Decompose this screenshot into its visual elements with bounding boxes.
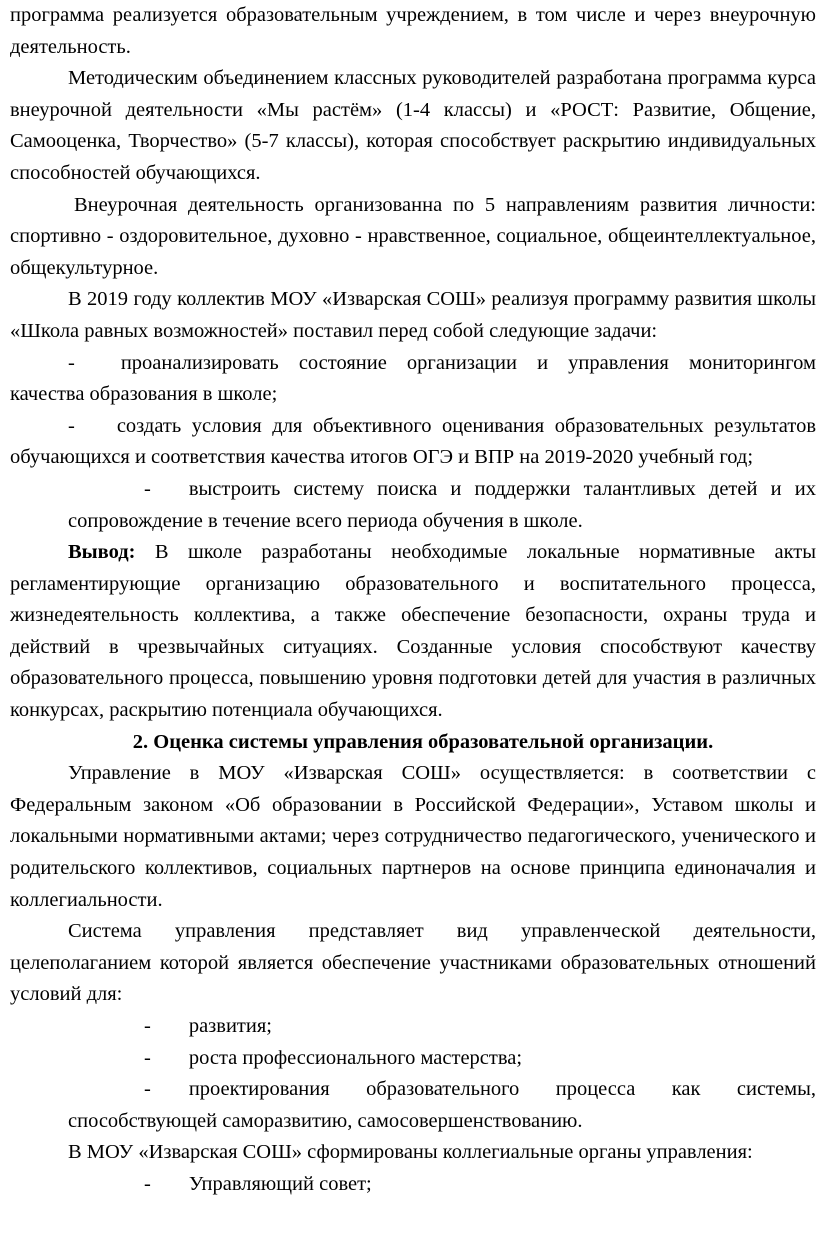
task-text: проанализировать состояние организации и управления мониторингом качества образования в школе; [10,351,816,406]
condition-item-growth [10,1043,816,1075]
paragraph-extracurricular-directions: Внеурочная деятельность организованна по 5 направлениям развития личности: спортивно - оздоровительное, духовно - нравственное, социальное, общеинтеллектуальное, общекультурное. [10,193,816,279]
conclusion-label: Вывод: [68,541,136,564]
list-dash: - [68,351,75,374]
list-dash: - [144,1046,151,1069]
task-text: создать условия для объективного оценивания образовательных результатов обучающихся и соответствия качества итогов ОГЭ и ВПР на 2019-2020 учебный год; [10,414,816,469]
organ-text: Управляющий совет; [188,1172,372,1195]
task-item-conditions [10,411,816,474]
condition-text: роста профессионального мастерства; [188,1046,523,1069]
conclusion-text: В школе разработаны необходимые локальные нормативные акты регламентирующие организацию образовательного и воспитательного процесса, жизнедеятельность коллектива, а также обеспечение безопасности, охраны труда и действий в чрезвычайных ситуациях. Созданные условия способствуют качеству образовательного процесса, повышению уровня подготовки детей для участия в различных конкурсах, раскрытию потенциала обучающихся. [10,541,816,722]
task-item-talents [10,474,816,537]
paragraph-collegial-bodies: В МОУ «Изварская СОШ» сформированы коллегиальные органы управления: [68,1141,753,1164]
task-text: выстроить систему поиска и поддержки талантливых детей и их сопровождение в течение всего периода обучения в школе. [68,477,816,532]
paragraph-management-basis: Управление в МОУ «Изварская СОШ» осуществляется: в соответствии с Федеральным законом «Об образовании в Российской Федерации», Уставом школы и локальными нормативными актами; через сотрудничество педагогического, ученического и родительского коллективов, социальных партнеров на основе принципа единоначалия и коллегиальности. [10,762,816,911]
paragraph-methodical-association: Методическим объединением классных руководителей разработана программа курса внеурочной деятельности «Мы растём» (1-4 классы) и «РОСТ: Развитие, Общение, Самооценка, Творчество» (5-7 классы), которая способствует раскрытию индивидуальных способностей обучающихся. [10,67,816,184]
condition-text: развития; [188,1015,272,1037]
list-dash: - [144,1172,151,1195]
condition-item-design [10,1074,816,1137]
organ-item-council [10,1169,816,1201]
document-page [10,0,816,1258]
paragraph-management-system: Система управления представляет вид управленческой деятельности, целеполаганием которой является обеспечение участниками образовательных отношений условий для: [10,920,816,1006]
list-dash: - [144,1015,151,1037]
paragraph-conclusion [10,537,816,727]
list-dash: - [144,477,151,500]
section-heading: 2. Оценка системы управления образовательной организации. [132,730,714,753]
paragraph-school-tasks-intro: В 2019 году коллектив МОУ «Изварская СОШ» реализуя программу развития школы «Школа равных возможностей» поставил перед собой следующие задачи: [10,288,816,342]
task-item-analyze [10,348,816,411]
paragraph-intro-continuation: программа реализуется образовательным учреждением, в том числе и через внеурочную деятельность. [10,4,816,58]
condition-item-development [10,1011,816,1043]
list-dash: - [144,1078,151,1101]
list-dash: - [68,414,75,437]
condition-text: проектирования образовательного процесса как системы, способствующей саморазвитию, самосовершенствованию. [68,1078,816,1132]
